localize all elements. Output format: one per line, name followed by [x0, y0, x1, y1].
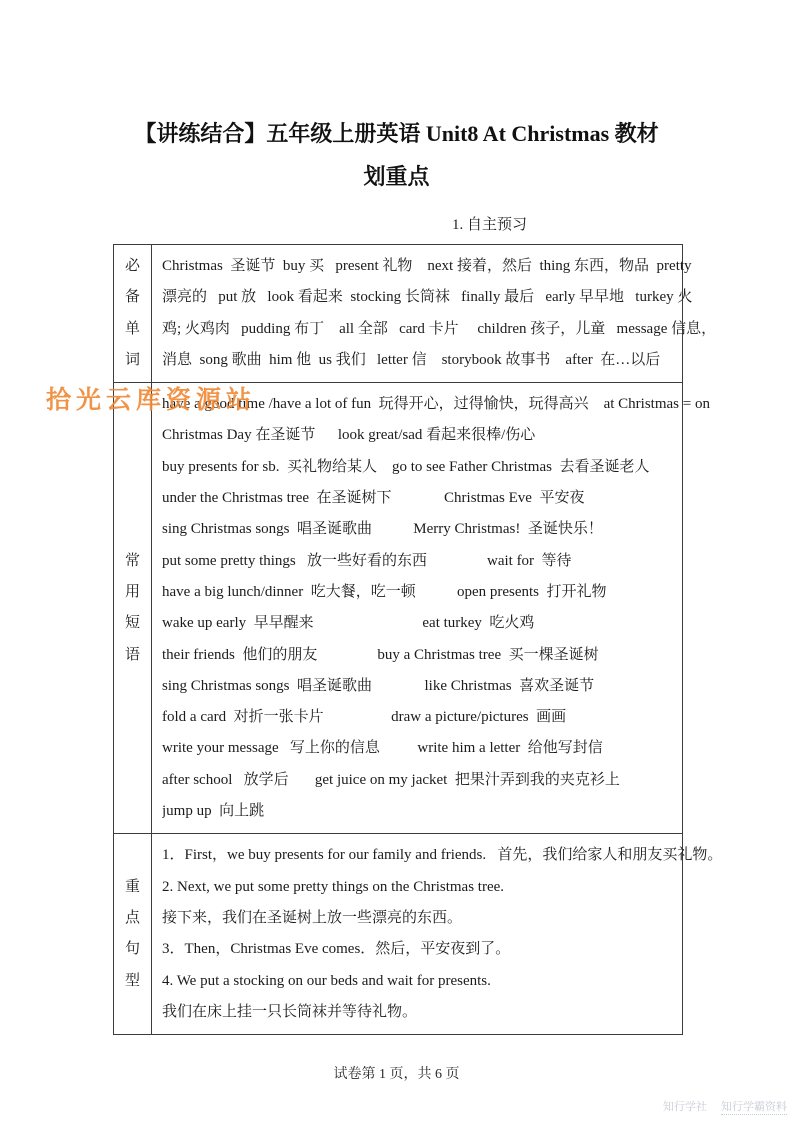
content-line: jump up 向上跳 [162, 803, 265, 820]
content-line: Christmas 圣诞节 buy 买 present 礼物 next 接着，然后 thing 东西，物品 pretty [162, 258, 692, 274]
row-label-sentences [114, 834, 152, 1034]
content-line: 2. Next, we put some pretty things on the Christmas tree. [162, 878, 505, 895]
content-line: under the Christmas tree 在圣诞树下 Christmas Eve 平安夜 [162, 490, 585, 507]
page-title [0, 112, 793, 198]
content-line: have a good time /have a lot of fun 玩得开心，过得愉快，玩得高兴 at Christmas = on [162, 396, 710, 413]
phrases-content [152, 383, 712, 833]
content-line: 鸡; 火鸡肉 pudding 布丁 all 全部 card 卡片 children 孩子，儿童 message 信息， [162, 320, 717, 337]
label-char: 单 [124, 320, 140, 337]
section-heading: 1. 自主预习 [451, 217, 527, 233]
content-line: 4. We put a stocking on our beds and wait for presents. [162, 972, 491, 989]
study-table [113, 244, 723, 1035]
content-line: 3．Then，Christmas Eve comes．然后，平安夜到了。 [162, 941, 511, 958]
label-char: 句 [124, 941, 140, 958]
table-row-sentences [114, 833, 723, 1034]
content-line: their friends 他们的朋友 buy a Christmas tree 买一棵圣诞树 [162, 646, 599, 663]
corner-watermark [663, 1098, 787, 1115]
label-char: 型 [124, 972, 140, 989]
content-line: after school 放学后 get juice on my jacket 把果汁弄到我的夹克衫上 [162, 771, 620, 788]
page-title-line2: 划重点 [363, 164, 430, 189]
content-line: sing Christmas songs 唱圣诞歌曲 like Christmas 喜欢圣诞节 [162, 677, 595, 694]
content-line: 接下来，我们在圣诞树上放一些漂亮的东西。 [162, 909, 463, 926]
words-content [152, 245, 718, 382]
sentences-content [152, 834, 724, 1034]
corner-watermark-text: 知行学社 [663, 1101, 707, 1113]
label-char: 词 [124, 351, 140, 368]
label-char: 点 [124, 909, 140, 926]
table-row-phrases [114, 382, 710, 833]
label-char: 短 [124, 615, 140, 632]
label-char: 备 [124, 289, 140, 306]
content-line: Christmas Day 在圣诞节 look great/sad 看起来很棒/伤心 [162, 427, 536, 444]
label-char: 重 [124, 878, 140, 895]
content-line: 1．First，we buy presents for our family and friends. 首先，我们给家人和朋友买礼物。 [162, 847, 723, 864]
site-watermark: 拾光云库资源站 [46, 386, 257, 414]
label-char: 用 [124, 583, 140, 600]
page-footer: 试卷第 1 页，共 6 页 [333, 1067, 460, 1082]
content-line: 消息 song 歌曲 him 他 us 我们 letter 信 storybook 故事书 after 在…以后 [162, 351, 661, 368]
corner-watermark-text: 知行学霸资料 [721, 1098, 787, 1115]
content-line: have a big lunch/dinner 吃大餐，吃一顿 open presents 打开礼物 [162, 583, 607, 600]
content-line: sing Christmas songs 唱圣诞歌曲 Merry Christmas! 圣诞快乐！ [162, 521, 603, 538]
content-line: buy presents for sb. 买礼物给某人 go to see Father Christmas 去看圣诞老人 [162, 458, 650, 475]
table-row-words [114, 245, 717, 382]
row-label-words [114, 245, 152, 382]
content-line: put some pretty things 放一些好看的东西 wait for 等待 [162, 552, 572, 569]
label-char: 常 [124, 552, 140, 569]
label-char: 必 [124, 258, 140, 274]
content-line: fold a card 对折一张卡片 draw a picture/pictures 画画 [162, 709, 567, 726]
content-line: write your message 写上你的信息 write him a letter 给他写封信 [162, 740, 603, 757]
content-line: 我们在床上挂一只长筒袜并等待礼物。 [162, 1003, 418, 1020]
content-line: 漂亮的 put 放 look 看起来 stocking 长筒袜 finally 最后 early 早早地 turkey 火 [162, 289, 693, 306]
label-char: 语 [124, 646, 140, 663]
page-title-line1: 【讲练结合】五年级上册英语 Unit8 At Christmas 教材 [134, 121, 659, 146]
content-line: wake up early 早早醒来 eat turkey 吃火鸡 [162, 615, 535, 632]
row-label-phrases [114, 383, 152, 833]
